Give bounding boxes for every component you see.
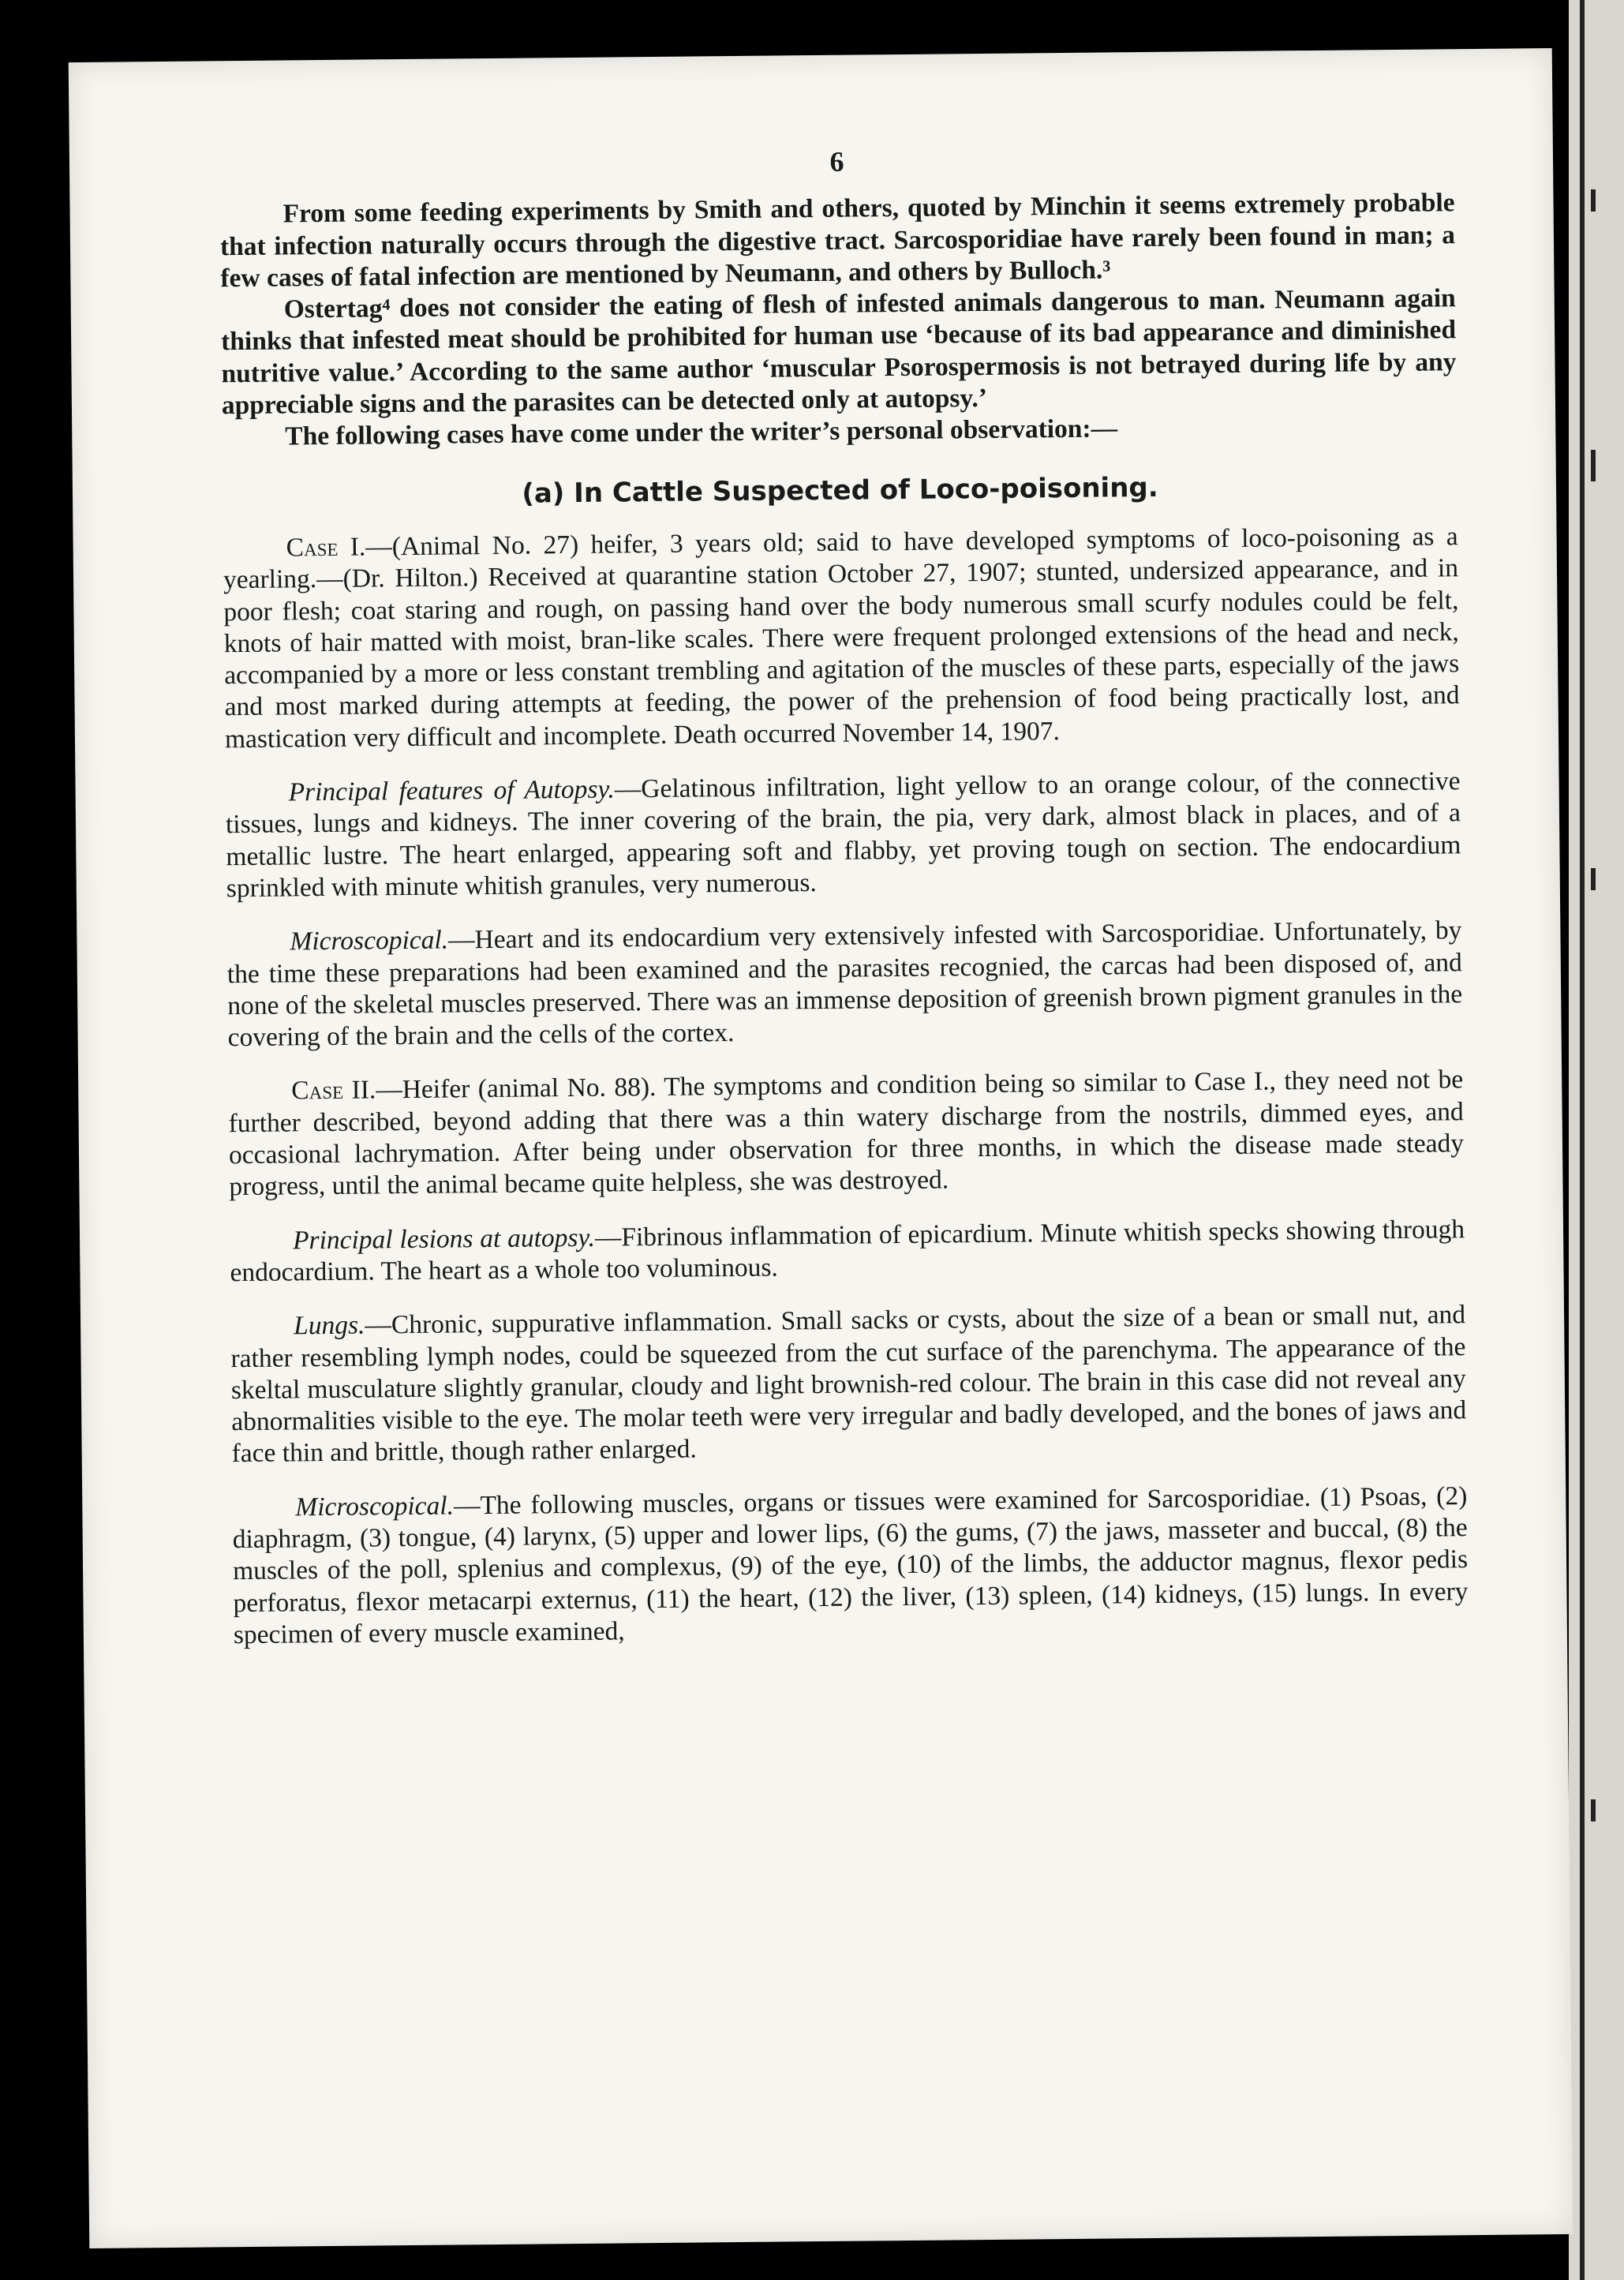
- microscopical-2-label: Microscopical.: [295, 1491, 455, 1522]
- lesions-2-label: Principal lesions at autopsy.: [292, 1222, 596, 1256]
- lungs-2-label: Lungs.: [293, 1310, 365, 1341]
- scan-mark: [1591, 868, 1596, 890]
- scan-right-edge: [1569, 0, 1624, 2280]
- lesions-2-text: —Fibrinous inflammation of epicardium. Minute whitish specks showing through endocardium. The heart as a whole too voluminous.: [230, 1214, 1465, 1288]
- paragraph-ostertag: Ostertag⁴ does not consider the eating of flesh of infested animals dangerous to man. Neumann again thinks that infested meat should be prohibited for human use ‘because of its bad appearance and diminished nutritive value.’ According to the same author ‘muscular Psorospermosis is not betrayed during life by any appreciable signs and the parasites can be detected only at autopsy.’: [220, 283, 1457, 421]
- scan-mark: [1591, 1799, 1596, 1821]
- microscopical-2-paragraph: [232, 1481, 1469, 1651]
- microscopical-2-text: —The following muscles, organs or tissues were examined for Sarcosporidiae. (1) Psoas, (2) diaphragm, (3) tongue, (4) larynx, (5) upper and lower lips, (6) the gums, (7) the jaws, masseter and buccal, (8) the muscles of the poll, splenius and complexus, (9) of the eye, (10) of the limbs, the adductor magnus, flexor pedis perforatus, flexor metacarpi externus, (11) the heart, (12) the liver, (13) spleen, (14) kidneys, (15) lungs. In every specimen of every muscle examined,: [232, 1481, 1469, 1650]
- case-1-paragraph: [223, 521, 1460, 755]
- paragraph-following-cases: The following cases have come under the writer’s personal observation:—: [285, 414, 1118, 451]
- lungs-2-paragraph: [230, 1299, 1467, 1469]
- paragraph-feeding-experiments: From some feeding experiments by Smith and others, quoted by Minchin it seems extremely probable that infection naturally occurs through the digestive tract. Sarcosporidiae have rarely been found in man; a few cases of fatal infection are mentioned by Neumann, and others by Bulloch.³: [219, 188, 1456, 294]
- microscopical-1-paragraph: [226, 915, 1462, 1054]
- autopsy-1-label: Principal features of Autopsy.: [288, 774, 616, 807]
- lesions-2-paragraph: [230, 1214, 1465, 1290]
- autopsy-1-paragraph: [225, 766, 1461, 904]
- autopsy-1-text: —Gelatinous infiltration, light yellow to an orange colour, of the connective tissues, lungs and kidneys. The inner covering of the brain, the pia, very dark, almost black in places, and of a metallic lustre. The heart enlarged, appearing soft and flabby, yet proving tough on section. The endocardium sprinkled with minute whitish granules, very numerous.: [225, 766, 1461, 904]
- page-body: [219, 140, 1469, 1651]
- case-1-text: —(Animal No. 27) heifer, 3 years old; said to have developed symptoms of loco-poisoning as a yearling.—(Dr. Hilton.) Received at quarantine station October 27, 1907; stunted, undersized appearance, and in poor flesh; coat staring and rough, on passing hand over the body numerous small scurfy nodules could be felt, knots of hair matted with moist, bran-like scales. There were frequent prolonged extensions of the head and neck, accompanied by a more or less constant trembling and agitation of the muscles of these parts, especially of the jaws and most marked during attempts at feeding, the power of the prehension of food being practically lost, and mastication very difficult and incomplete. Death occurred November 14, 1907.: [223, 522, 1460, 754]
- microscopical-1-text: —Heart and its endocardium very extensively infested with Sarcosporidiae. Unfortunately, by the time these preparations had been examined and the parasites recognied, the carcas had been disposed of, and none of the skeletal muscles preserved. There was an immense deposition of greenish brown pigment granules in the covering of the brain and the cells of the cortex.: [226, 915, 1463, 1053]
- page-number: 6: [829, 145, 844, 178]
- microscopical-1-label: Microscopical.: [290, 925, 449, 957]
- scan-binding-edge: [1580, 0, 1585, 2280]
- case-2-paragraph: [228, 1065, 1464, 1204]
- section-heading: (a) In Cattle Suspected of Loco-poisoning.: [522, 471, 1158, 510]
- case-1-label: Case I.: [286, 532, 366, 563]
- scan-mark: [1591, 189, 1596, 212]
- scan-mark: [1591, 450, 1596, 481]
- document-page: [69, 48, 1573, 2248]
- case-2-text: —Heifer (animal No. 88). The symptoms and condition being so similar to Case I., they need not be further described, beyond adding that there was a thin watery discharge from the nostrils, dimmed eyes, and occasional lachrymation. After being under observation for three months, in which the disease made steady progress, until the animal became quite helpless, she was destroyed.: [228, 1065, 1465, 1202]
- lungs-2-text: —Chronic, suppurative inflammation. Small sacks or cysts, about the size of a bean or small nut, and rather resembling lymph nodes, could be squeezed from the cut surface of the parenchyma. The appearance of the skeltal musculature slightly granular, cloudy and light brownish-red colour. The brain in this case did not reveal any abnormalities visible to the eye. The molar teeth were very irregular and badly developed, and the bones of jaws and face thin and brittle, though rather enlarged.: [230, 1300, 1467, 1469]
- case-2-label: Case II.: [291, 1075, 376, 1106]
